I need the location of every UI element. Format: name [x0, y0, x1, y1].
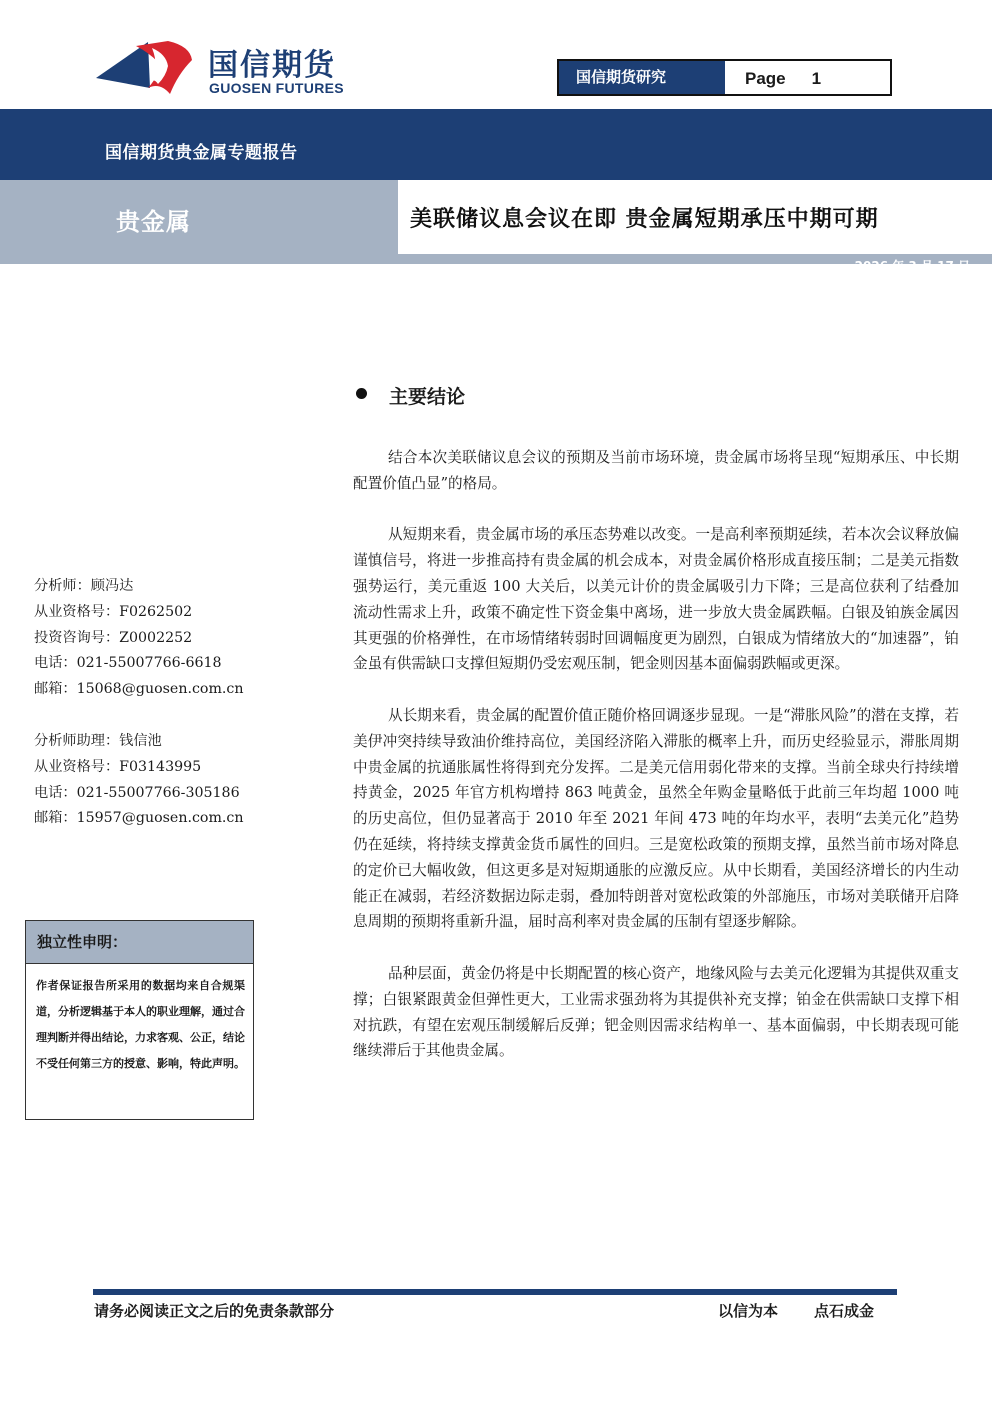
independence-text: 作者保证报告所采用的数据均来自合规渠道，分析逻辑基于本人的职业理解，通过合理判断并得出结论，力求客观、公正，结论不受任何第三方的授意、影响，特此声明。 [36, 979, 245, 1070]
report-category: 贵金属 [116, 208, 191, 236]
analyst-name: 分析师：顾冯达 [34, 578, 134, 594]
slogan-2: 点石成金 [814, 1302, 875, 1320]
report-title: 美联储议息会议在即 贵金属短期承压中期可期 [410, 206, 879, 232]
title-box [398, 180, 992, 254]
paragraph: 结合本次美联储议息会议的预期及当前市场环境，贵金属市场将呈现“短期承压、中长期配置价值凸显”的格局。 [353, 449, 959, 492]
page-number-label [745, 61, 821, 94]
guosen-logo-icon [92, 38, 204, 100]
analyst-phone: 电话：021-55007766-6618 [34, 655, 222, 672]
assistant-email[interactable]: 邮箱：15957@guosen.com.cn [34, 810, 244, 827]
company-logo [92, 38, 362, 100]
analyst-info [34, 574, 294, 832]
page-number: 1 [811, 69, 822, 88]
logo-name-cn: 国信期货 [208, 48, 336, 83]
paragraph: 品种层面，黄金仍将是中长期配置的核心资产，地缘风险与去美元化逻辑为其提供双重支撑；白银紧跟黄金但弹性更大，工业需求强劲将为其提供补充支撑；铂金在供需缺口支撑下相对抗跌，有望在宏观压制缓解后反弹；钯金则因需求结构单一、基本面偏弱，中长期表现可能继续滞后于其他贵金属。 [353, 964, 959, 1060]
independence-statement [25, 920, 254, 1120]
section-title: 主要结论 [389, 386, 466, 408]
assistant-phone: 电话：021-55007766-305186 [34, 784, 240, 801]
assistant-license: 从业资格号：F03143995 [34, 758, 202, 775]
paragraph: 从长期来看，贵金属的配置价值正随价格回调逐步显现。一是“滞胀风险”的潜在支撑，若美伊冲突持续导致油价维持高位，美国经济陷入滞胀的概率上升，而历史经验显示，滞胀周期中贵金属的抗通胀属性将得到充分发挥。二是美元信用弱化带来的支撑。当前全球央行持续增持黄金，2025 年官方机构增持 863 吨黄金，虽然全年购金量略低于此前三年均超 1000 吨的历史高位，但仍显著高于 2010 年至 2021 年间 473 吨的年均水平，表明“去美元化”趋势仍在延续，将持续支撑黄金货币属性的回归。三是宽松政策的预期支撑，虽然当前市场对降息的定价已大幅收敛，但这更多是对短期通胀的应激反应。从中长期看，美国经济增长的内生动能正在减弱，若经济数据边际走弱，叠加特朗普对宽松政策的外部施压，市场对美联储开启降息周期的预期将重新升温，届时高利率对贵金属的压制有望逐步解除。 [353, 706, 959, 931]
department-label: 国信期货研究 [559, 61, 725, 94]
analyst-license: 从业资格号：F0262502 [34, 603, 193, 620]
assistant-name: 分析师助理：钱信池 [34, 732, 162, 749]
independence-heading: 独立性申明： [26, 921, 253, 964]
slogan-1: 以信为本 [718, 1302, 779, 1320]
analyst-email[interactable]: 邮箱：15068@guosen.com.cn [34, 681, 244, 698]
report-series-banner [0, 109, 992, 180]
logo-name-en: GUOSEN FUTURES [209, 80, 344, 96]
report-series: 国信期货贵金属专题报告 [105, 143, 298, 163]
main-body [353, 445, 959, 1090]
report-date: 2026 年 3 月 17 日 [854, 259, 970, 273]
page-label: Page [745, 69, 786, 88]
paragraph: 从短期来看，贵金属市场的承压态势难以改变。一是高利率预期延续，若本次会议释放偏谨慎信号，将进一步推高持有贵金属的机会成本，对贵金属价格形成直接压制；二是美元指数强势运行，美元重返 100 大关后，以美元计价的贵金属吸引力下降；三是高位获利了结叠加流动性需求上升，政策不确定性下资金集中离场，进一步放大贵金属跌幅。白银及铂族金属因其更强的价格弹性，在市场情绪转弱时回调幅度更为剧烈，白银成为情绪放大的“加速器”，铂金虽有供需缺口支撑但短期仍受宏观压制，钯金则因基本面偏弱跌幅或更深。 [353, 526, 959, 673]
disclaimer-notice: 请务必阅读正文之后的免责条款部分 [94, 1302, 335, 1320]
analyst-consult-number: 投资咨询号：Z0002252 [34, 629, 193, 646]
footer-slogan [718, 1300, 874, 1321]
bullet-icon [356, 388, 367, 399]
footer-divider [93, 1289, 897, 1295]
page-indicator [557, 59, 892, 96]
